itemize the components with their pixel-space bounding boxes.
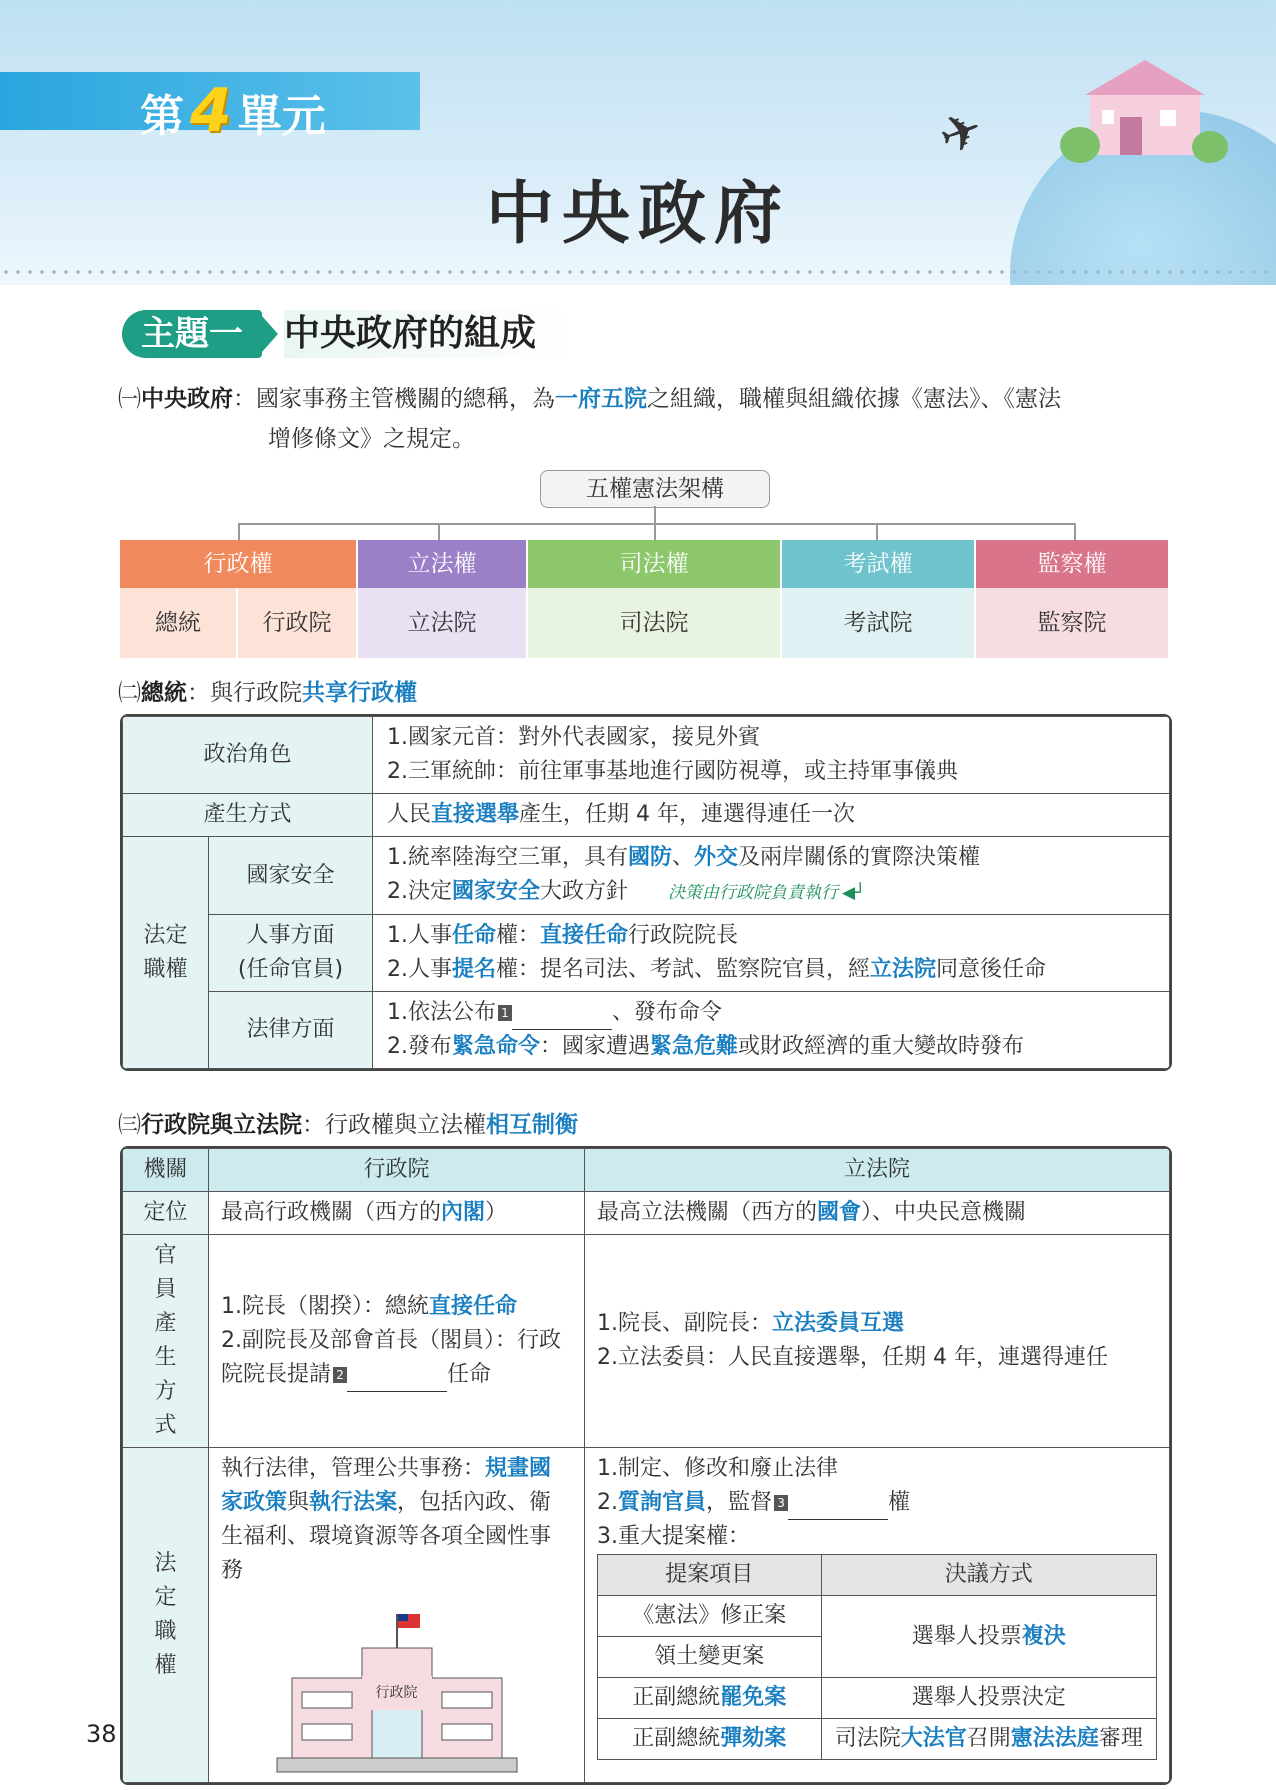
resolution [821, 1596, 1156, 1678]
label-line: (任命官員) [237, 957, 344, 982]
row-content [209, 1235, 585, 1448]
text: 行政院院長 [628, 923, 739, 948]
text: 2.決定 [387, 879, 452, 904]
resolution: 選舉人投票決定 [821, 1678, 1156, 1719]
subtable-row [598, 1678, 1157, 1719]
text: 人民 [387, 802, 432, 827]
proposal-item: 領土變更案 [598, 1637, 822, 1678]
list-item [387, 996, 1155, 1030]
body-examination-yuan: 考試院 [782, 588, 974, 658]
unit-number: 4 [190, 76, 232, 146]
page-title: 中央政府 [485, 175, 790, 254]
blank-number: 2 [333, 1367, 347, 1383]
text: 正副總統 [632, 1685, 721, 1710]
highlight: 國家安全 [452, 879, 541, 904]
text: 最高立法機關（西方的 [597, 1200, 818, 1225]
row-content [373, 717, 1170, 794]
power-executive: 行政權 [120, 540, 356, 588]
connector-line [238, 523, 1074, 525]
text: 正副總統 [632, 1726, 721, 1751]
text: 最高行政機關（西方的 [221, 1200, 442, 1225]
section2-text: ：與行政院 [187, 680, 302, 706]
text: 、 [672, 845, 695, 870]
row-content [585, 1192, 1170, 1235]
section1-text: ：國家事務主管機關的總稱，為 [233, 386, 555, 412]
row-content [373, 837, 1170, 915]
text: 司法院 [834, 1726, 901, 1751]
list-item [387, 841, 1155, 875]
proposal-item [598, 1678, 822, 1719]
section-marker: ㈢ [118, 1112, 141, 1138]
table-row [123, 1192, 1170, 1235]
highlight: 任命 [452, 923, 497, 948]
table-row [123, 1448, 1170, 1783]
text: 2.發布 [387, 1034, 452, 1059]
section3-heading [118, 1106, 578, 1144]
body-executive-yuan: 行政院 [238, 588, 356, 658]
row-content [209, 1448, 585, 1783]
paragraph [221, 1452, 572, 1588]
text: 執行法律，管理公共事務： [221, 1456, 486, 1481]
text: 大政方針 [540, 879, 629, 904]
text: 、發布命令 [612, 1000, 723, 1025]
highlight: 彈劾案 [720, 1726, 787, 1751]
section2-heading [118, 674, 417, 712]
power-control: 監察權 [976, 540, 1168, 588]
power-examination: 考試權 [782, 540, 974, 588]
section-marker: ㈠ [118, 386, 141, 412]
list-item [597, 1307, 1157, 1341]
highlight: 執行法案 [309, 1490, 398, 1515]
text: 召開 [966, 1726, 1011, 1751]
row-label: 國家安全 [209, 837, 373, 915]
row-label: 定位 [123, 1192, 209, 1235]
proposal-item [598, 1719, 822, 1760]
blank-number: 1 [498, 1005, 512, 1021]
highlight: 外交 [694, 845, 739, 870]
section1-text: 之組織，職權與組織依據《憲法》、《憲法 [647, 386, 1061, 412]
topic-badge: 主題一 [122, 310, 262, 358]
resolution [821, 1719, 1156, 1760]
connector-line [238, 523, 240, 540]
highlight: 立法委員互選 [772, 1311, 905, 1336]
highlight: 直接任命 [429, 1294, 518, 1319]
unit-label [140, 76, 326, 146]
text: 產生，任期 4 年，連選得連任一次 [519, 802, 856, 827]
answer-blank[interactable] [788, 1497, 888, 1520]
row-label: 法律方面 [209, 992, 373, 1069]
highlight: 緊急危難 [650, 1034, 739, 1059]
highlight: 內閣 [441, 1200, 486, 1225]
topic-title: 中央政府的組成 [284, 310, 576, 358]
list-item [387, 919, 1155, 953]
subtable-row [598, 1596, 1157, 1637]
text: ：國家遭遇 [540, 1034, 651, 1059]
section1-term: 中央政府 [141, 386, 233, 412]
subtable-header-row [598, 1555, 1157, 1596]
connector-line [876, 523, 878, 540]
table-row [123, 992, 1170, 1069]
highlight: 提名 [452, 957, 497, 982]
row-label: 官員產生方式 [123, 1235, 209, 1448]
text: ）、中央民意機關 [861, 1200, 1027, 1225]
highlight: 憲法法庭 [1010, 1726, 1099, 1751]
text: 權：提名司法、考試、監察院官員，經 [496, 957, 871, 982]
highlight: 複決 [1021, 1623, 1066, 1649]
row-content [373, 794, 1170, 837]
section3-text: ：行政權與立法權 [302, 1112, 486, 1138]
page-number: 38 [86, 1720, 117, 1748]
row-label: 政治角色 [123, 717, 373, 794]
row-content [373, 992, 1170, 1069]
list-item [387, 953, 1155, 987]
executive-legislative-table [120, 1146, 1172, 1785]
label-line: 人事方面 [246, 923, 335, 948]
table-header-row [123, 1149, 1170, 1192]
section1-paragraph-cont: 增修條文》之規定。 [268, 426, 475, 452]
text: 1.依法公布 [387, 1000, 496, 1025]
connector-line [438, 523, 440, 540]
header-cell: 決議方式 [821, 1555, 1156, 1596]
highlight: 緊急命令 [452, 1034, 541, 1059]
row-content [373, 915, 1170, 992]
castle-illustration [1060, 55, 1230, 165]
text: 同意後任命 [936, 957, 1047, 982]
body-control-yuan: 監察院 [976, 588, 1168, 658]
text: 2.副院長及部會首長（閣員）：行政院院長提請 [221, 1328, 561, 1387]
highlight: 國防 [628, 845, 673, 870]
table-row [123, 837, 1170, 915]
text: 1.統率陸海空三軍，具有 [387, 845, 628, 870]
section1-paragraph [118, 380, 1178, 418]
text: 1.院長、副院長： [597, 1311, 772, 1336]
highlight: 共享行政權 [302, 680, 417, 706]
handwritten-note: 決策由行政院負責執行 [668, 883, 839, 903]
row-label: 產生方式 [123, 794, 373, 837]
highlight: 罷免案 [720, 1685, 787, 1710]
topic-arrow-icon [262, 316, 278, 352]
power-judicial: 司法權 [528, 540, 780, 588]
text: ） [485, 1200, 508, 1225]
body-judicial-yuan: 司法院 [528, 588, 780, 658]
text: 審理 [1098, 1726, 1143, 1751]
list-item [387, 875, 1155, 910]
header-cell: 行政院 [209, 1149, 585, 1192]
highlight: 國會 [817, 1200, 862, 1225]
text: 選舉人投票 [911, 1623, 1022, 1649]
proposal-subtable [597, 1554, 1157, 1760]
text: 1.院長（閣揆）：總統 [221, 1294, 429, 1319]
list-item: 2.立法委員：人民直接選舉，任期 4 年，連選得連任 [597, 1345, 1108, 1370]
answer-blank[interactable] [512, 1007, 612, 1030]
text: 與 [287, 1490, 310, 1515]
legal-powers-label: 法定職權 [123, 837, 209, 1069]
president-table [120, 714, 1172, 1071]
header-cell: 機關 [123, 1149, 209, 1192]
text: 權 [888, 1490, 911, 1515]
highlight: 質詢官員 [618, 1490, 707, 1515]
text: 2.人事 [387, 957, 452, 982]
dotted-divider [0, 270, 1276, 274]
text: 1.人事 [387, 923, 452, 948]
list-item [221, 1290, 572, 1324]
list-item [597, 1486, 1157, 1520]
body-legislative-yuan: 立法院 [358, 588, 526, 658]
section-marker: ㈡ [118, 680, 141, 706]
table-row [123, 717, 1170, 794]
building-sign: 行政院 [362, 1676, 432, 1710]
highlight: 直接任命 [540, 923, 629, 948]
text: 任命 [447, 1362, 492, 1387]
highlight: 一府五院 [555, 386, 647, 412]
list-item: 3.重大提案權： [597, 1524, 750, 1549]
text: 2. [597, 1490, 618, 1515]
highlight: 相互制衡 [486, 1112, 578, 1138]
answer-blank[interactable] [347, 1369, 447, 1392]
table-row [123, 915, 1170, 992]
text: ，監督 [706, 1490, 773, 1515]
header-cell: 提案項目 [598, 1555, 822, 1596]
proposal-item: 《憲法》修正案 [598, 1596, 822, 1637]
highlight: 立法院 [870, 957, 937, 982]
row-content [585, 1235, 1170, 1448]
row-content [585, 1448, 1170, 1783]
text: 及兩岸關係的實際決策權 [738, 845, 981, 870]
table-row [123, 1235, 1170, 1448]
header-cell: 立法院 [585, 1149, 1170, 1192]
text: ，包括內政、衛生福利、環境資源等各項全國性事務 [221, 1490, 552, 1583]
section2-term: 總統 [141, 680, 187, 706]
row-label [209, 915, 373, 992]
connector-line [654, 523, 656, 540]
diagram-root: 五權憲法架構 [540, 470, 770, 508]
unit-suffix: 單元 [237, 91, 326, 142]
text: 權： [496, 923, 541, 948]
chapter-header [0, 0, 1276, 285]
list-item: 1.國家元首：對外代表國家，接見外賓 [387, 725, 760, 750]
arrow-left-icon: ◀┘ [842, 883, 866, 903]
list-item: 2.三軍統帥：前往軍事基地進行國防視導，或主持軍事儀典 [387, 759, 958, 784]
text: 或財政經濟的重大變故時發布 [738, 1034, 1025, 1059]
unit-prefix: 第 [140, 91, 184, 142]
highlight: 直接選舉 [431, 802, 520, 827]
section3-term: 行政院與立法院 [141, 1112, 302, 1138]
blank-number: 3 [774, 1495, 788, 1511]
list-item [221, 1324, 572, 1392]
row-content [209, 1192, 585, 1235]
connector-line [654, 506, 656, 524]
subtable-row [598, 1719, 1157, 1760]
table-row [123, 794, 1170, 837]
list-item: 1.制定、修改和廢止法律 [597, 1456, 838, 1481]
list-item [387, 1030, 1155, 1064]
executive-yuan-building-icon [272, 1608, 522, 1778]
body-president: 總統 [120, 588, 236, 658]
connector-line [1074, 523, 1076, 540]
row-label: 法定職權 [123, 1448, 209, 1783]
power-legislative: 立法權 [358, 540, 526, 588]
highlight: 大法官 [900, 1726, 967, 1751]
highlight: 規畫國家政策 [221, 1456, 552, 1515]
airplane-icon: ✈ [931, 98, 991, 168]
